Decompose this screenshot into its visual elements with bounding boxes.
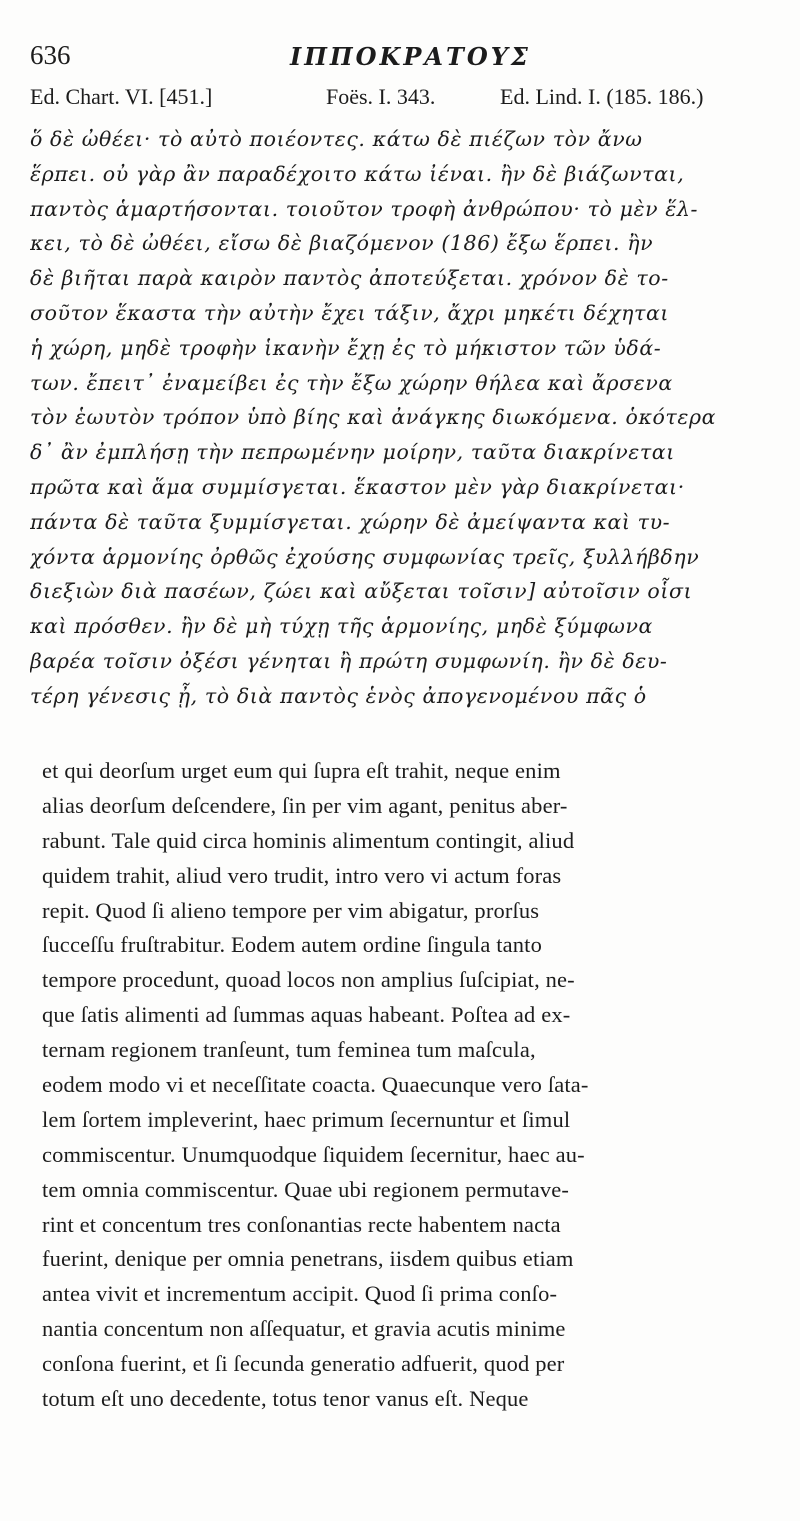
latin-translation-block (42, 754, 782, 1417)
page-header (30, 40, 790, 76)
latin-text-line: tempore procedunt, quoad locos non amplius ſuſcipiat, ne- (42, 967, 575, 993)
latin-text-line: nantia concentum non aſſequatur, et gravia acutis minime (42, 1316, 566, 1342)
chartier-edition-ref: Ed. Chart. VI. [451.] (30, 84, 213, 109)
greek-text-line: πάντα δὲ ταῦτα ξυμμίσγεται. χώρην δὲ ἀμείψαντα καὶ τυ- (30, 509, 671, 534)
greek-text-line: κει, τὸ δὲ ὠθέει, εἴσω δὲ βιαζόμενον (186) ἔξω ἕρπει. ἢν (30, 231, 654, 256)
greek-text-line: καὶ πρόσθεν. ἢν δὲ μὴ τύχῃ τῆς ἁρμονίης, μηδὲ ξύμφωνα (30, 614, 653, 639)
greek-text-line: δὲ βιῆται παρὰ καιρὸν παντὸς ἀποτεύξεται. χρόνον δὲ το- (30, 266, 669, 291)
latin-text-line: conſona fuerint, et ſi ſecunda generatio adfuerit, quod per (42, 1351, 565, 1377)
greek-text-line: παντὸς ἁμαρτήσονται. τοιοῦτον τροφὴ ἀνθρώπου· τὸ μὲν ἕλ- (30, 196, 699, 221)
foes-edition-ref: Foës. I. 343. (326, 84, 436, 109)
latin-text-line: fuerint, denique per omnia penetrans, iisdem quibus etiam (42, 1246, 574, 1272)
greek-text-block (30, 122, 790, 714)
greek-text-line: ἕρπει. οὐ γὰρ ἂν παραδέχοιτο κάτω ἰέναι. ἢν δὲ βιάζωνται, (30, 161, 685, 186)
greek-text-line: σοῦτον ἕκαστα τὴν αὐτὴν ἔχει τάξιν, ἄχρι μηκέτι δέχηται (30, 300, 670, 325)
latin-text-line: lem ſortem impleverint, haec primum ſecernuntur et ſimul (42, 1106, 571, 1132)
latin-text-line: et qui deorſum urget eum qui ſupra eſt trahit, neque enim (42, 758, 561, 783)
greek-text-line: ὅ δὲ ὠθέει· τὸ αὐτὸ ποιέοντες. κάτω δὲ πιέζων τὸν ἄνω (30, 127, 643, 151)
latin-text-line: eodem modo vi et neceſſitate coacta. Quaecunque vero ſata- (42, 1072, 589, 1098)
latin-text-line: ternam regionem tranſeunt, tum feminea tum maſcula, (42, 1037, 536, 1063)
greek-text-line: ἡ χώρη, μηδὲ τροφὴν ἱκανὴν ἔχῃ ἐς τὸ μήκιστον τῶν ὑδά- (30, 335, 662, 360)
latin-text-line: tem omnia commiscentur. Quae ubi regionem permutave- (42, 1176, 570, 1202)
latin-text-line: que ſatis alimenti ad ſummas aquas habeant. Poſtea ad ex- (42, 1002, 571, 1028)
greek-text-line: δ᾽ ἂν ἐμπλήσῃ τὴν πεπρωμένην μοίρην, ταῦτα διακρίνεται (30, 440, 675, 465)
latin-text-line: ſucceſſu fruſtrabitur. Eodem autem ordine ſingula tanto (42, 932, 542, 958)
greek-text-line: διεξιὼν διὰ πασέων, ζώει καὶ αὔξεται τοῖσιν] αὐτοῖσιν οἷσι (30, 579, 693, 604)
greek-text-line: τὸν ἑωυτὸν τρόπον ὑπὸ βίης καὶ ἀνάγκης διωκόμενα. ὁκότερα (30, 405, 717, 430)
edition-references (30, 84, 790, 120)
latin-text-line: rint et concentum tres conſonantias recte habentem nacta (42, 1211, 561, 1237)
latin-text-line: totum eſt uno decedente, totus tenor vanus eſt. Neque (42, 1386, 529, 1412)
linden-edition-ref: Ed. Lind. I. (185. 186.) (500, 84, 704, 109)
greek-text-line: χόντα ἁρμονίης ὀρθῶς ἐχούσης συμφωνίας τρεῖς, ξυλλήβδην (30, 544, 700, 569)
latin-text-line: antea vivit et incrementum accipit. Quod ſi prima conſo- (42, 1281, 558, 1307)
greek-text-line: των. ἔπειτ᾽ ἐναμείβει ἐς τὴν ἔξω χώρην θήλεα καὶ ἄρσενα (30, 370, 673, 395)
latin-text-line: rabunt. Tale quid circa hominis alimentum contingit, aliud (42, 827, 575, 853)
greek-text-line: πρῶτα καὶ ἅμα συμμίσγεται. ἕκαστον μὲν γὰρ διακρίνεται· (30, 474, 685, 499)
latin-text-line: repit. Quod ſi alieno tempore per vim abigatur, prorſus (42, 897, 540, 923)
latin-text-line: commiscentur. Unumquodque ſiquidem ſecernitur, haec au- (42, 1141, 585, 1167)
running-head: ΙΠΠΟΚΡΑΤΟΥΣ (290, 42, 531, 71)
greek-text-line: τέρη γένεσις ᾖ, τὸ διὰ παντὸς ἑνὸς ἀπογενομένου πᾶς ὁ (30, 683, 647, 708)
page-number: 636 (30, 40, 71, 70)
greek-text-line: βαρέα τοῖσιν ὀξέσι γένηται ἢ πρώτη συμφωνίη. ἢν δὲ δευ- (30, 648, 668, 673)
latin-text-line: alias deorſum deſcendere, ſin per vim agant, penitus aber- (42, 792, 568, 818)
latin-text-line: quidem trahit, aliud vero trudit, intro vero vi actum foras (42, 862, 562, 888)
